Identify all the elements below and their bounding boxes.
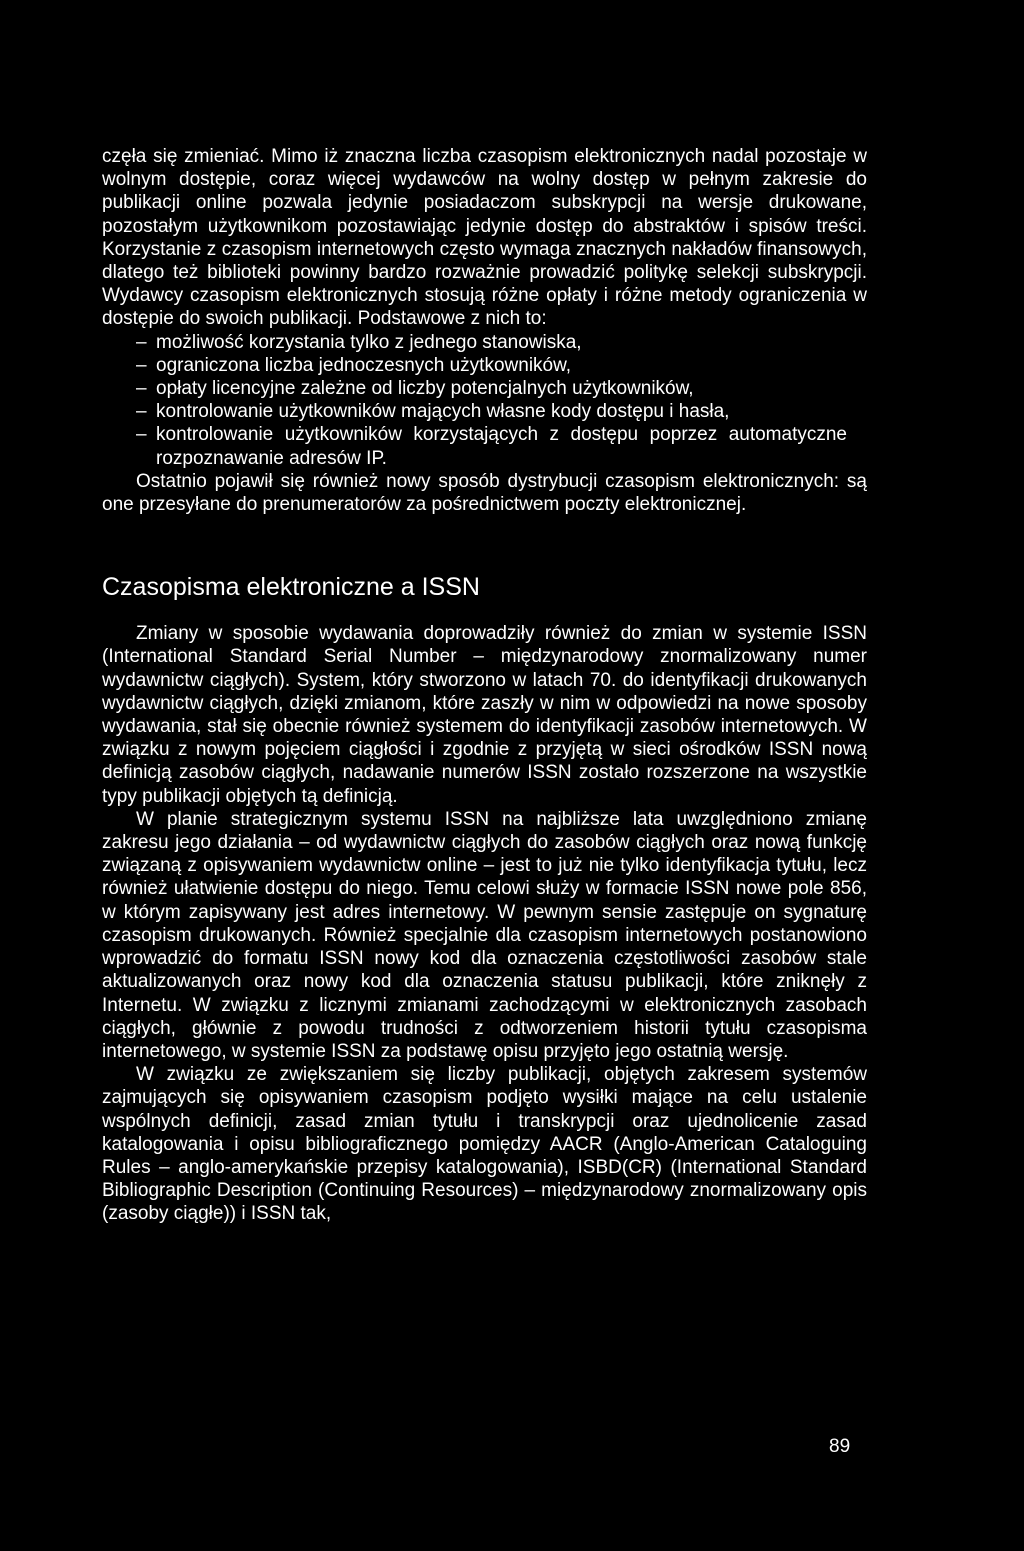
section-body <box>102 622 867 1225</box>
list-item-text: kontrolowanie użytkowników mających własne kody dostępu i hasła, <box>156 401 730 423</box>
list-item <box>102 377 867 400</box>
dash-bullet: – <box>136 424 147 446</box>
list-item-text: ograniczona liczba jednoczesnych użytkowników, <box>156 354 572 376</box>
dash-bullet: – <box>136 401 147 423</box>
list-item <box>102 331 867 354</box>
list-item-text: możliwość korzystania tylko z jednego stanowiska, <box>156 331 582 353</box>
intro-paragraph: częła się zmieniać. Mimo iż znaczna liczba czasopism elektronicznych nadal pozostaje w wolnym dostępie, coraz więcej wydawców na wolny dostęp w pełnym zakresie do publikacji online pozwala jedynie posiadaczom subskrypcji na wersje drukowane, pozostałym użytkownikom pozostawiając jedynie dostęp do abstraktów i spisów treści. Korzystanie z czasopism internetowych często wymaga znacznych nakładów finansowych, dlatego też biblioteki powinny bardzo rozważnie prowadzić politykę selekcji subskrypcji. Wydawcy czasopism elektronicznych stosują różne opłaty i różne metody ograniczenia w dostępie do swoich publikacji. Podstawowe z nich to: <box>102 146 867 330</box>
email-paragraph: Ostatnio pojawił się również nowy sposób dystrybucji czasopism elektronicznych: są one przesyłane do prenumeratorów za pośrednictwem poczty elektronicznej. <box>102 470 867 516</box>
list-item-text: opłaty licencyjne zależne od liczby potencjalnych użytkowników, <box>156 378 694 400</box>
page-content <box>102 145 867 1226</box>
list-item <box>102 400 867 423</box>
section-paragraph: W planie strategicznym systemu ISSN na najbliższe lata uwzględniono zmianę zakresu jego działania – od wydawnictw ciągłych do zasobów ciągłych oraz nową funkcję związaną z opisywaniem wydawnictw online – jest to już nie tylko identyfikacja tytułu, lecz również ułatwienie dostępu do niego. Temu celowi służy w formacie ISSN nowe pole 856, w którym zapisywany jest adres internetowy. W pewnym sensie zastępuje on sygnaturę czasopism drukowanych. Również specjalnie dla czasopism internetowych postanowiono wprowadzić do formatu ISSN nowy kod dla oznaczenia częstotliwości zasobów stale aktualizowanych oraz nowy kod dla oznaczenia statusu publikacji, które zniknęły z Internetu. W związku z licznymi zmianami zachodzącymi w elektronicznych zasobach ciągłych, głównie z powodu trudności z odtworzeniem historii tytułu czasopisma internetowego, w systemie ISSN za podstawę opisu przyjęto jego ostatnią wersję. <box>102 808 867 1062</box>
list-item-text: kontrolowanie użytkowników korzystających z dostępu poprzez automatyczne rozpoznawanie adresów IP. <box>156 424 847 469</box>
section-heading: Czasopisma elektroniczne a ISSN <box>102 573 480 602</box>
list-item <box>102 423 867 469</box>
section-paragraph: Zmiany w sposobie wydawania doprowadziły również do zmian w systemie ISSN (International Standard Serial Number – międzynarodowy znormalizowany numer wydawnictw ciągłych). System, który stworzono w latach 70. do identyfikacji drukowanych wydawnictw ciągłych, dzięki zmianom, które zaszły w nim w odpowiedzi na nowe sposoby wydawania, stał się obecnie również systemem do identyfikacji zasobów internetowych. W związku z nowym pojęciem ciągłości i zgodnie z przyjętą w sieci ośrodków ISSN nową definicją zasobów ciągłych, nadawanie numerów ISSN zostało rozszerzone na wszystkie typy publikacji objętych tą definicją. <box>102 623 867 807</box>
page-number: 89 <box>829 1436 851 1457</box>
section-paragraph: W związku ze zwiększaniem się liczby publikacji, objętych zakresem systemów zajmujących się opisywaniem czasopism podjęto wysiłki mające na celu ustalenie wspólnych definicji, zasad zmian tytułu i transkrypcji oraz ujednolicenie zasad katalogowania i opisu bibliograficznego pomiędzy AACR (Anglo-American Cataloguing Rules – anglo-amerykańskie przepisy katalogowania), ISBD(CR) (International Standard Bibliographic Description (Continuing Resources) – międzynarodowy znormalizowany opis (zasoby ciągłe)) i ISSN tak, <box>102 1064 867 1225</box>
dash-bullet: – <box>136 378 147 400</box>
dash-bullet: – <box>136 331 147 353</box>
list-item <box>102 354 867 377</box>
dash-bullet: – <box>136 354 147 376</box>
restriction-list <box>102 331 867 470</box>
